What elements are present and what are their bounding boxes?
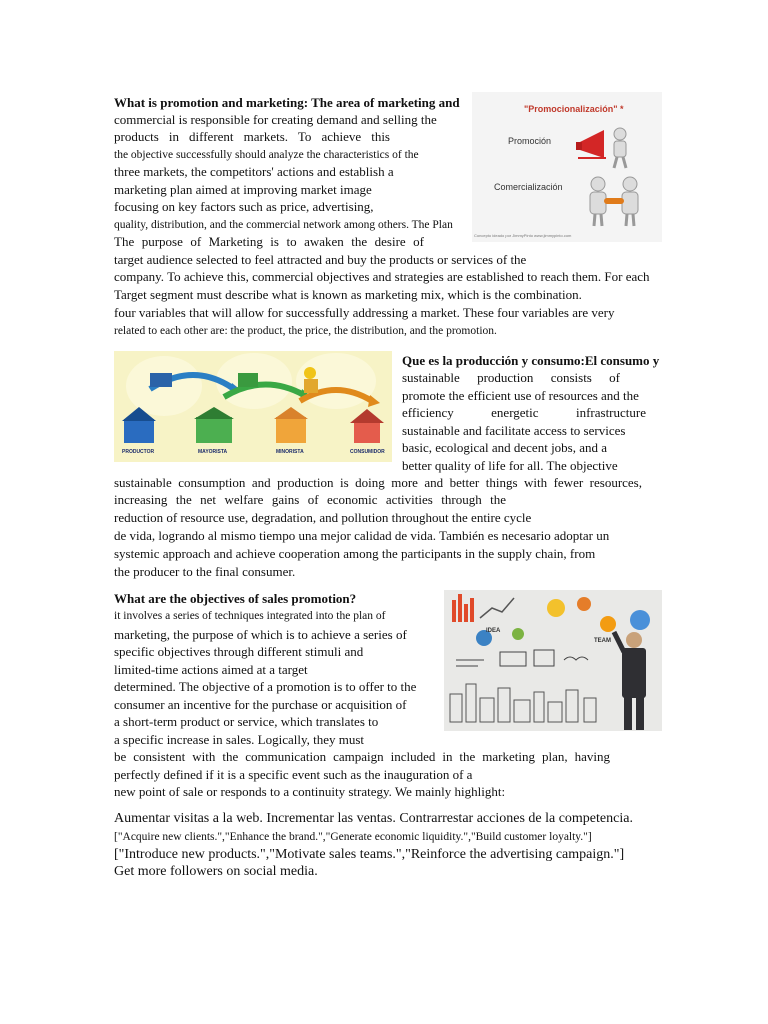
paragraph-line: marketing plan aimed at improving market image <box>114 182 372 197</box>
paragraph-line: a specific increase in sales. Logically, they must <box>114 732 365 747</box>
paragraph-line: commercial is responsible for creating demand and selling the <box>114 112 437 127</box>
paragraph-line: focusing on key factors such as price, advertising, <box>114 199 374 214</box>
figure-label-promocion: Promoción <box>508 136 552 146</box>
strategy-doodle-illustration <box>444 590 662 731</box>
paragraph-line: four variables that will allow for successfully addressing a market. These four variables are very <box>114 305 615 320</box>
paragraph-line: de vida, logrando al mismo tiempo una mejor calidad de vida. También es necesario adoptar un <box>114 528 610 543</box>
paragraph-line: it involves a series of techniques integrated into the plan of <box>114 610 386 622</box>
paragraph-line: determined. The objective of a promotion is to offer to the <box>114 679 417 694</box>
business-strategy-wall-figure <box>444 590 662 731</box>
paragraph-line: better quality of life for all. The objective <box>402 458 618 473</box>
section-heading-production: Que es la producción y consumo:El consumo y <box>402 353 660 368</box>
paragraph-line: sustainable and facilitate access to services <box>402 423 626 438</box>
paragraph-line: reduction of resource use, degradation, and pollution throughout the entire cycle <box>114 510 532 525</box>
handshake-people-icon <box>586 174 642 228</box>
paragraph-line: related to each other are: the product, the price, the distribution, and the promotion. <box>114 325 497 337</box>
paragraph-line: consumer an incentive for the purchase or acquisition of <box>114 697 407 712</box>
paragraph-line: the objective successfully should analyze the characteristics of the <box>114 149 419 161</box>
section-heading-objectives: What are the objectives of sales promotion? <box>114 591 357 606</box>
paragraph-line: company. To achieve this, commercial objectives and strategies are established to reach them. For each <box>114 269 650 284</box>
paragraph-line: target audience selected to feel attracted and buy the products or services of the <box>114 252 527 267</box>
paragraph-line: sustainable production consists of <box>402 370 620 385</box>
doodle-label-team: TEAM <box>594 638 611 644</box>
paragraph-line: quality, distribution, and the commercial network among others. The Plan <box>114 219 453 231</box>
paragraph-line: The purpose of Marketing is to awaken the desire of <box>114 234 424 249</box>
paragraph-line: promote the efficient use of resources and the <box>402 388 639 403</box>
megaphone-person-icon <box>576 120 636 170</box>
paragraph-line: products in different markets. To achieve this <box>114 129 390 144</box>
section-heading-promotion: What is promotion and marketing: The area of marketing and <box>114 95 460 110</box>
figure-label-comercializacion: Comercialización <box>494 182 563 192</box>
chain-label-minorista: MINORISTA <box>276 449 304 455</box>
paragraph-line: three markets, the competitors' actions and establish a <box>114 164 394 179</box>
paragraph-line: systemic approach and achieve cooperation among the participants in the supply chain, from <box>114 546 596 561</box>
paragraph-line: be consistent with the communication campaign included in the marketing plan, having <box>114 749 610 764</box>
paragraph-line: the producer to the final consumer. <box>114 564 296 579</box>
objectives-line: Get more followers on social media. <box>114 864 318 879</box>
promotion-commercialization-figure <box>472 92 662 242</box>
paragraph-line: perfectly defined if it is a specific event such as the inauguration of a <box>114 767 473 782</box>
paragraph-line: a short-term product or service, which translates to <box>114 714 379 729</box>
objectives-list-line: ["Introduce new products.","Motivate sales teams.","Reinforce the advertising campaign."] <box>114 847 625 862</box>
paragraph-line: new point of sale or responds to a continuity strategy. We mainly highlight: <box>114 784 506 799</box>
paragraph-line: efficiency energetic infrastructure <box>402 405 646 420</box>
objectives-line: Aumentar visitas a la web. Incrementar las ventas. Contrarrestar acciones de la competencia. <box>114 811 633 826</box>
paragraph-line: marketing, the purpose of which is to achieve a series of <box>114 627 407 642</box>
paragraph-line: basic, ecological and decent jobs, and a <box>402 440 608 455</box>
chain-label-consumidor: CONSUMIDOR <box>350 449 385 455</box>
chain-label-mayorista: MAYORISTA <box>198 449 228 455</box>
paragraph-line: specific objectives through different stimuli and <box>114 644 364 659</box>
doodle-label-idea: IDEA <box>486 628 501 634</box>
figure-caption: Concepto ideado por JimmyPinto www.jimmypinto.com <box>474 233 572 238</box>
chain-label-productor: PRODUCTOR <box>122 449 155 455</box>
paragraph-line: Target segment must describe what is known as marketing mix, which is the combination. <box>114 287 582 302</box>
paragraph-line: limited-time actions aimed at a target <box>114 662 308 677</box>
objectives-list-line: ["Acquire new clients.","Enhance the brand.","Generate economic liquidity.","Build customer loyalty."] <box>114 831 592 843</box>
supply-chain-figure <box>114 351 392 462</box>
figure-title: "Promocionalización" * <box>524 104 624 114</box>
paragraph-line: sustainable consumption and production is doing more and better things with fewer resources, <box>114 475 642 490</box>
supply-chain-illustration <box>114 351 392 462</box>
paragraph-line: increasing the net welfare gains of economic activities through the <box>114 492 506 507</box>
